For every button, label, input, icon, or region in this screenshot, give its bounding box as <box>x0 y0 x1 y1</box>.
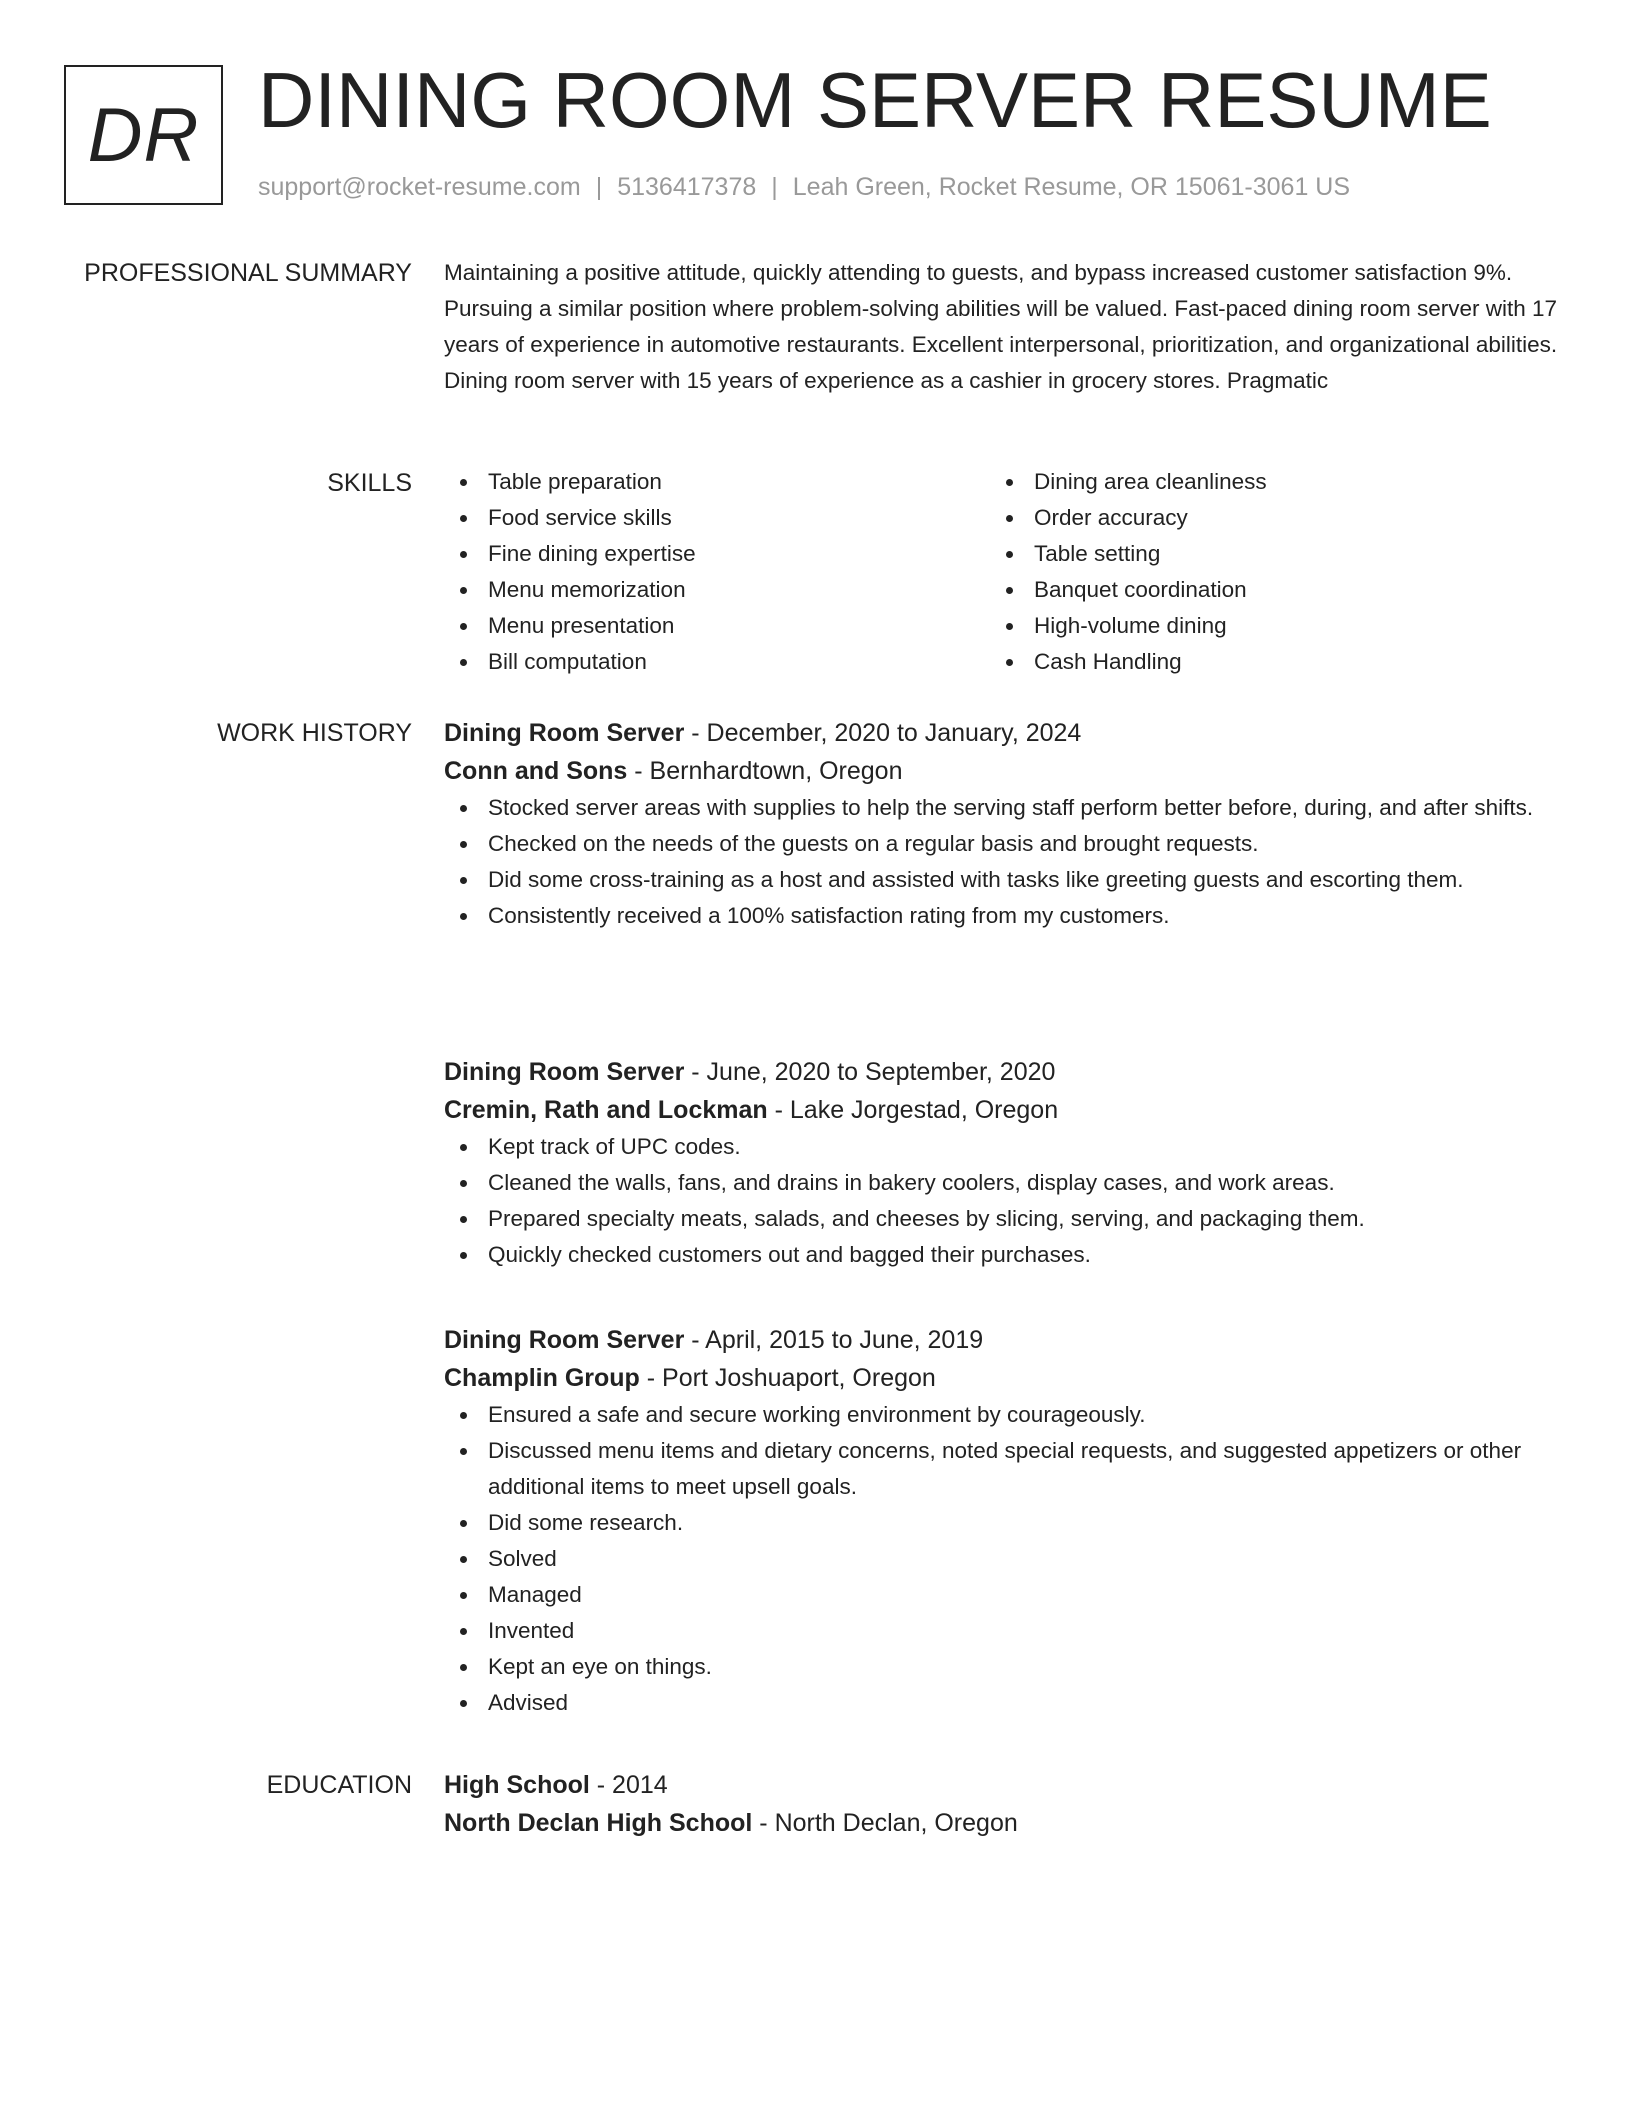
job-bullet: Kept track of UPC codes. <box>444 1129 1560 1165</box>
job-bullet: Advised <box>444 1685 1560 1721</box>
summary-label: PROFESSIONAL SUMMARY <box>84 259 412 287</box>
skill-item: High-volume dining <box>990 608 1536 644</box>
skill-item: Fine dining expertise <box>444 536 990 572</box>
contact-line <box>258 173 1350 202</box>
job-bullet: Stocked server areas with supplies to help the serving staff perform better before, during, and after shifts. <box>444 790 1560 826</box>
skill-item: Menu presentation <box>444 608 990 644</box>
education-degree-line <box>444 1766 1560 1804</box>
job-bullet: Quickly checked customers out and bagged their purchases. <box>444 1237 1560 1273</box>
job-dates: - December, 2020 to January, 2024 <box>684 719 1082 747</box>
job-dates: - June, 2020 to September, 2020 <box>684 1058 1056 1086</box>
job-title: Dining Room Server <box>444 1326 685 1354</box>
job-entry <box>444 714 1560 934</box>
education-degree: High School <box>444 1771 590 1799</box>
skill-item: Table setting <box>990 536 1536 572</box>
job-title: Dining Room Server <box>444 1058 685 1086</box>
job-bullet: Did some research. <box>444 1505 1560 1541</box>
education-year: - 2014 <box>589 1771 668 1799</box>
job-title-line <box>444 714 1560 752</box>
job-bullet: Invented <box>444 1613 1560 1649</box>
job-bullet: Cleaned the walls, fans, and drains in bakery coolers, display cases, and work areas. <box>444 1165 1560 1201</box>
skill-item: Banquet coordination <box>990 572 1536 608</box>
job-bullet: Managed <box>444 1577 1560 1613</box>
job-location: - Port Joshuaport, Oregon <box>639 1364 936 1392</box>
job-company-line <box>444 752 1560 790</box>
job-title-line <box>444 1053 1560 1091</box>
job-bullet-list <box>444 1397 1560 1721</box>
work-history-label: WORK HISTORY <box>217 719 412 747</box>
skill-item: Order accuracy <box>990 500 1536 536</box>
skill-item: Bill computation <box>444 644 990 680</box>
job-company-line <box>444 1359 1560 1397</box>
job-bullet: Discussed menu items and dietary concerns, noted special requests, and suggested appetizers or other additional items to meet upsell goals. <box>444 1433 1560 1505</box>
skill-item: Cash Handling <box>990 644 1536 680</box>
job-dates: - April, 2015 to June, 2019 <box>684 1326 984 1354</box>
education-school: North Declan High School <box>444 1809 753 1837</box>
job-bullet-list <box>444 1129 1560 1273</box>
job-entry <box>444 1053 1560 1273</box>
skill-item: Table preparation <box>444 464 990 500</box>
job-company-line <box>444 1091 1560 1129</box>
education-location: - North Declan, Oregon <box>752 1809 1018 1837</box>
job-entry <box>444 1321 1560 1721</box>
skill-item: Food service skills <box>444 500 990 536</box>
skill-item: Dining area cleanliness <box>990 464 1536 500</box>
job-bullet: Did some cross-training as a host and assisted with tasks like greeting guests and escorting them. <box>444 862 1560 898</box>
skills-list-right <box>990 464 1536 680</box>
resume-title: DINING ROOM SERVER RESUME <box>258 56 1492 144</box>
summary-text: Maintaining a positive attitude, quickly attending to guests, and bypass increased customer satisfaction 9%. Pursuing a similar position where problem-solving abilities will be valued. Fast-paced dining room server with 17 years of experience in automotive restaurants. Excellent interpersonal, prioritization, and organizational abilities. Dining room server with 15 years of experience as a cashier in grocery stores. Pragmatic <box>444 260 1558 393</box>
education-label: EDUCATION <box>266 1771 412 1799</box>
job-title-line <box>444 1321 1560 1359</box>
contact-phone: 5136417378 <box>617 173 757 201</box>
job-location: - Bernhardtown, Oregon <box>627 757 903 785</box>
job-bullet: Prepared specialty meats, salads, and cheeses by slicing, serving, and packaging them. <box>444 1201 1560 1237</box>
skills-label: SKILLS <box>327 469 412 497</box>
job-bullet-list <box>444 790 1560 934</box>
contact-separator: | <box>595 173 603 201</box>
monogram-badge: DR <box>64 65 223 205</box>
job-bullet: Consistently received a 100% satisfaction rating from my customers. <box>444 898 1560 934</box>
job-company: Cremin, Rath and Lockman <box>444 1096 768 1124</box>
job-bullet: Checked on the needs of the guests on a regular basis and brought requests. <box>444 826 1560 862</box>
skill-item: Menu memorization <box>444 572 990 608</box>
job-bullet: Kept an eye on things. <box>444 1649 1560 1685</box>
job-company: Conn and Sons <box>444 757 628 785</box>
skills-list-left <box>444 464 990 680</box>
job-title: Dining Room Server <box>444 719 685 747</box>
job-company: Champlin Group <box>444 1364 640 1392</box>
education-school-line <box>444 1804 1560 1842</box>
job-bullet: Solved <box>444 1541 1560 1577</box>
education-entry <box>444 1766 1560 1842</box>
contact-email: support@rocket-resume.com <box>258 173 581 201</box>
contact-separator: | <box>771 173 778 201</box>
job-location: - Lake Jorgestad, Oregon <box>767 1096 1059 1124</box>
contact-address: Leah Green, Rocket Resume, OR 15061-3061 US <box>792 173 1351 201</box>
job-bullet: Ensured a safe and secure working environment by courageously. <box>444 1397 1560 1433</box>
